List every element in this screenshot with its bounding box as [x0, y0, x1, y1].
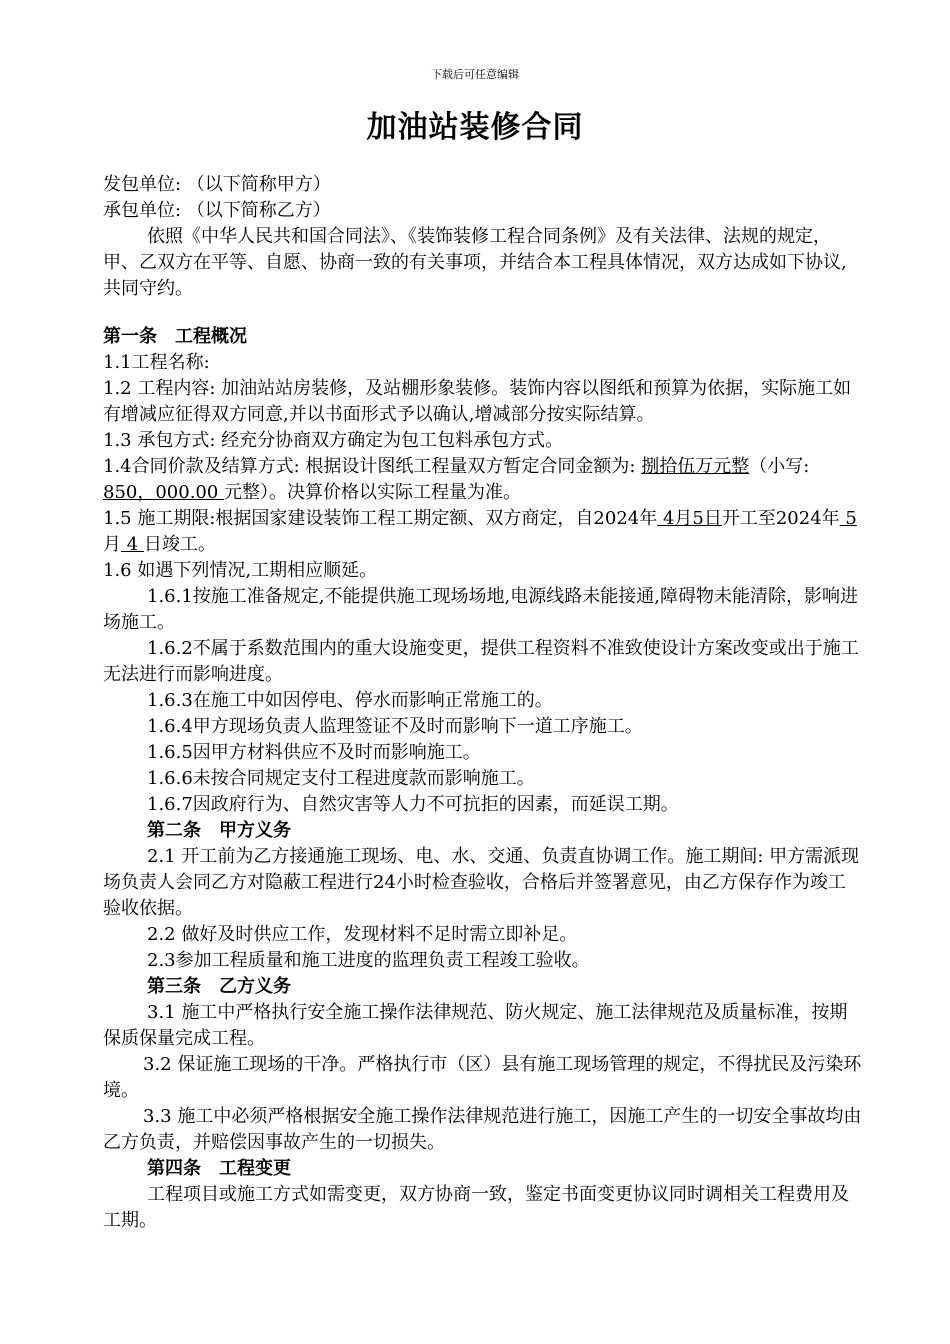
clause-1-6-4: 1.6.4甲方现场负责人监理签证不及时而影响下一道工序施工。: [147, 716, 643, 737]
end-month: 5: [839, 508, 857, 529]
clause-1-4-text-b: （小写:: [749, 456, 810, 477]
clause-1-5-text-d: 日竣工。: [143, 534, 216, 555]
clause-1-6-5: 1.6.5因甲方材料供应不及时而影响施工。: [147, 742, 481, 763]
clause-1-5-text-a: 1.5 施工期限:根据国家建设装饰工程工期定额、双方商定，自2024年: [103, 508, 658, 529]
clause-1-5-text-b: 开工至2024年: [721, 508, 840, 529]
clause-3-1: 3.1 施工中严格执行安全施工操作法律规范、防火规定、施工法律规范及质量标准，按期保质保量完成工程。: [103, 1002, 848, 1049]
clause-4-1: 工程项目或施工方式如需变更，双方协商一致，鉴定书面变更协议同时调相关工程费用及工期。: [103, 1184, 849, 1231]
clause-2-2: 2.2 做好及时供应工作，发现材料不足时需立即补足。: [147, 924, 578, 945]
party-b-line: 承包单位: （以下简称乙方）: [103, 200, 331, 221]
clause-2-3: 2.3参加工程质量和施工进度的监理负责工程竣工验收。: [147, 950, 590, 971]
clause-2-1: 2.1 开工前为乙方接通施工现场、电、水、交通、负责直协调工作。施工期间: 甲方需派现场负责人会同乙方对隐蔽工程进行24小时检查验收，合格后并签署意见，由乙方保存作为竣工验收依据。: [103, 846, 860, 919]
clause-1-6: 1.6 如遇下列情况,工期相应顺延。: [103, 560, 378, 581]
contract-amount-words: 捌拾伍万元整: [641, 456, 750, 477]
clause-1-2: 1.2 工程内容: 加油站站房装修，及站棚形象装修。装饰内容以图纸和预算为依据，实际施工如有增减应征得双方同意,并以书面形式予以确认,增减部分按实际结算。: [103, 378, 852, 425]
clause-1-4: [103, 454, 863, 506]
contract-amount-figures: 850，000.00: [103, 482, 225, 503]
start-date: 4月5日: [657, 508, 722, 529]
contract-body: [103, 172, 863, 1234]
clause-1-6-6: 1.6.6未按合同规定支付工程进度款而影响施工。: [147, 768, 535, 789]
document-title: 加油站装修合同: [366, 110, 584, 145]
article-3-heading: 第三条 乙方义务: [147, 976, 291, 997]
article-2-heading: 第二条 甲方义务: [147, 820, 291, 841]
clause-1-4-text-c: 元整）。决算价格以实际工程量为准。: [224, 482, 522, 503]
clause-1-4-text-a: 1.4合同价款及结算方式: 根据设计图纸工程量双方暂定合同金额为:: [103, 456, 642, 477]
end-day: 4: [121, 534, 144, 555]
clause-1-6-2: 1.6.2不属于系数范围内的重大设施变更，提供工程资料不准致使设计方案改变或出于施工无法进行而影响进度。: [103, 638, 859, 685]
clause-1-3: 1.3 承包方式: 经充分协商双方确定为包工包料承包方式。: [103, 430, 564, 451]
clause-3-2: 3.2 保证施工现场的干净。严格执行市（区）县有施工现场管理的规定，不得扰民及污染环境。: [103, 1054, 862, 1101]
clause-3-3: 3.3 施工中必须严格根据安全施工操作法律规范进行施工，因施工产生的一切安全事故均由乙方负责，并赔偿因事故产生的一切损失。: [103, 1106, 862, 1153]
page-header: 下载后可任意编辑: [431, 68, 519, 81]
party-a-line: 发包单位: （以下简称甲方）: [103, 174, 331, 195]
clause-1-5: [103, 506, 863, 558]
article-1-heading: 第一条 工程概况: [103, 326, 247, 347]
clause-1-6-3: 1.6.3在施工中如因停电、停水而影响正常施工的。: [147, 690, 553, 711]
clause-1-5-text-c: 月: [103, 534, 121, 555]
clause-1-6-7: 1.6.7因政府行为、自然灾害等人力不可抗拒的因素，而延误工期。: [147, 794, 679, 815]
intro-paragraph: 依照《中华人民共和国合同法》、《装饰装修工程合同条例》及有关法律、法规的规定， 甲、乙双方在平等、自愿、协商一致的有关事项，并结合本工程具体情况，双方达成如下协议,共同守约。: [103, 226, 847, 299]
article-4-heading: 第四条 工程变更: [147, 1158, 291, 1179]
clause-1-1: 1.1工程名称:: [103, 352, 210, 373]
clause-1-6-1: 1.6.1按施工准备规定,不能提供施工现场场地,电源线路未能接通,障碍物未能清除，影响进场施工。: [103, 586, 858, 633]
